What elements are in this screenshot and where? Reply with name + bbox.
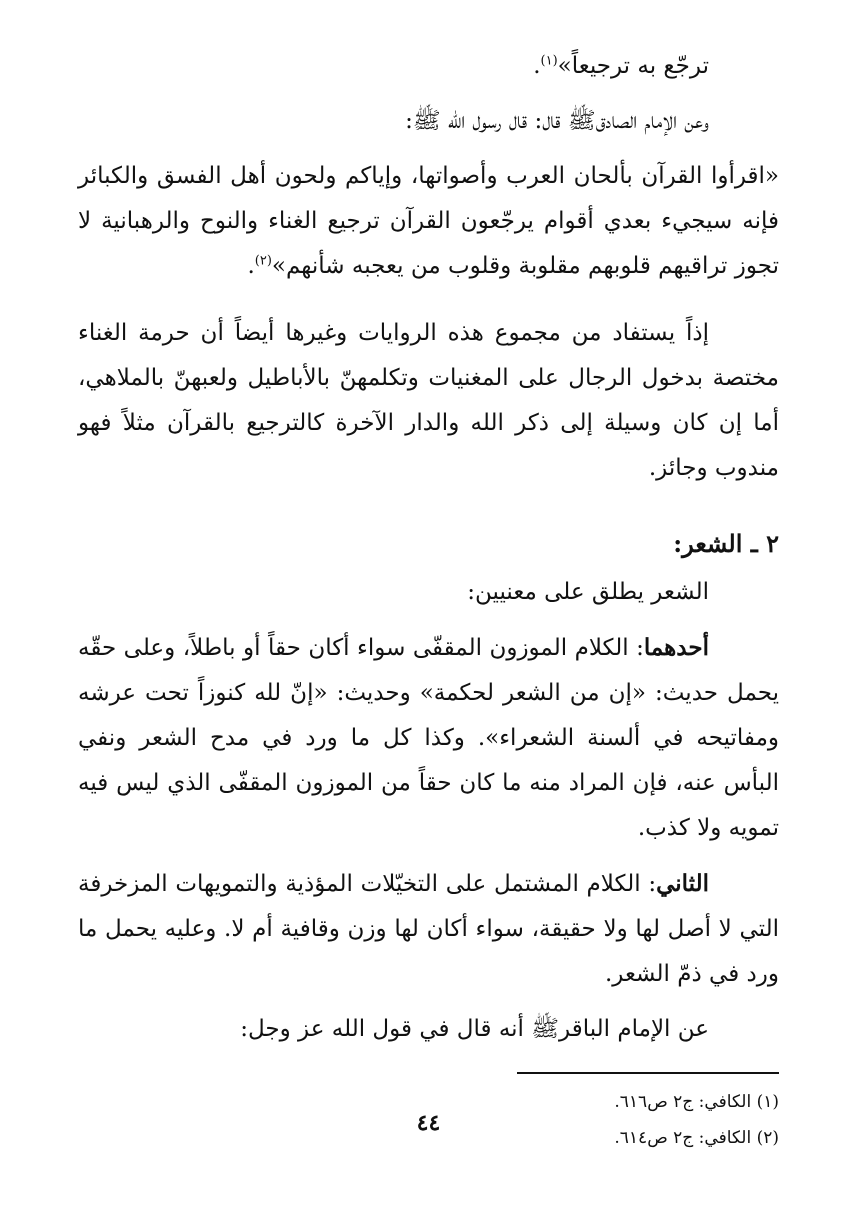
footnote-marker-1: (١) xyxy=(540,53,558,69)
hadith-quote-text: «اقرأوا القرآن بألحان العرب وأصواتها، وإياكم ولحون أهل الفسق والكبائر فإنه سيجيء بعدي أقوام يرجّعون القرآن ترجيع الغناء والنوح والرهبانية لا تجوز تراقيهم قلوبهم مقلوبة وقلوب من يعجبه شأنهم» xyxy=(78,163,779,279)
final-narration-line: عن الإمام الباقرﷺ أنه قال في قول الله عز وجل: xyxy=(240,1016,709,1042)
section-heading: ٢ ـ الشعر: xyxy=(673,529,779,558)
narration-intro: وعن الإمام الصادقﷺ قال: قال رسول الله ﷺ: xyxy=(405,108,709,134)
footnote-marker-2: (٢) xyxy=(254,253,272,269)
continuation-text: ترجّع به ترجيعاً» xyxy=(557,53,709,79)
continuation-line xyxy=(78,44,779,89)
first-meaning-paragraph xyxy=(78,625,779,851)
footnote-2: (٢) الكافي: ج٢ ص٦١٤. xyxy=(614,1128,779,1148)
section-intro: الشعر يطلق على معنيين: xyxy=(467,579,709,605)
second-meaning-text: : الكلام المشتمل على التخيّلات المؤذية والتمويهات المزخرفة التي لا أصل لها ولا حقيقة، سواء أكان لها وزن وقافية أم لا. وعليه يحمل ما ورد في ذمّ الشعر. xyxy=(78,871,779,987)
hadith-quote xyxy=(78,154,779,289)
document-page xyxy=(78,44,779,1189)
page-number: ٤٤ xyxy=(416,1110,441,1136)
hadith-quote-period: . xyxy=(247,253,255,279)
second-meaning-lead: الثاني xyxy=(656,870,709,897)
second-meaning-paragraph xyxy=(78,861,779,997)
first-meaning-lead: أحدهما xyxy=(643,634,709,661)
footnote-divider xyxy=(517,1072,779,1074)
conclusion-paragraph: إذاً يستفاد من مجموع هذه الروايات وغيرها أيضاً أن حرمة الغناء مختصة بدخول الرجال على المغنيات وتكلمهنّ بالأباطيل ولعبهنّ بالملاهي، أما إن كان وسيلة إلى ذكر الله والدار الآخرة كالترجيع بالقرآن مثلاً فهو مندوب وجائز. xyxy=(78,320,779,481)
footnote-1: (١) الكافي: ج٢ ص٦١٦. xyxy=(614,1092,779,1112)
continuation-period: . xyxy=(533,53,541,79)
first-meaning-text: : الكلام الموزون المقفّى سواء أكان حقاً أو باطلاً، وعلى حقّه يحمل حديث: «إن من الشعر لحكمة» وحديث: «إنّ لله كنوزاً تحت عرشه ومفاتيحه في ألسنة الشعراء». وكذا كل ما ورد في مدح الشعر ونفي البأس عنه، فإن المراد منه ما كان حقاً من الموزون المقفّى الذي ليس فيه تمويه ولا كذب. xyxy=(78,635,779,841)
